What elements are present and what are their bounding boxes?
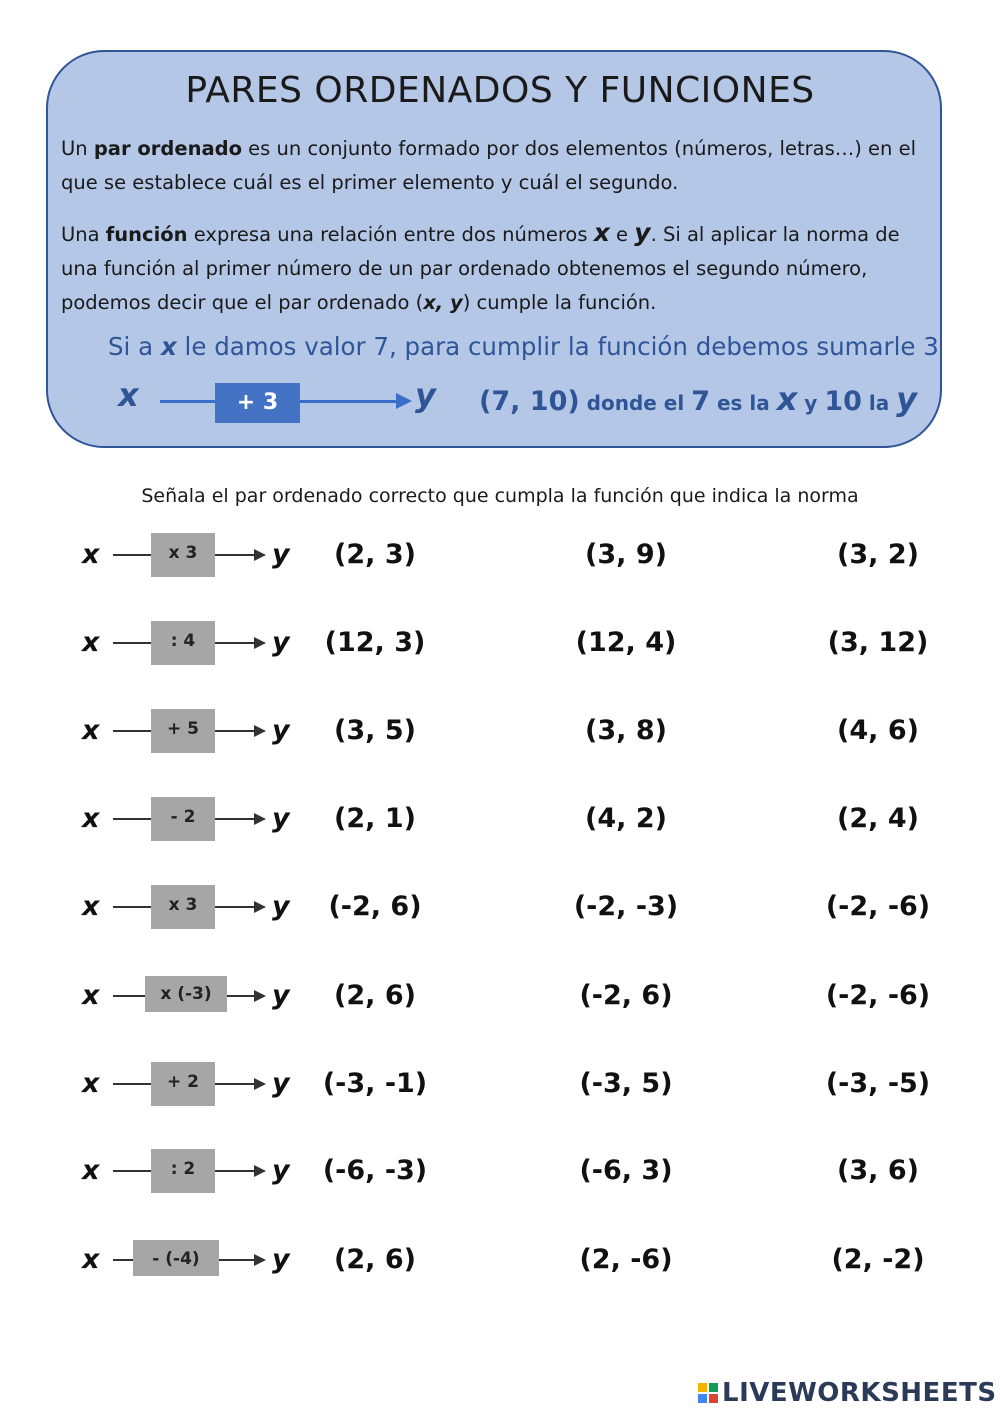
option-pair[interactable]: (-3, -5)	[825, 1068, 931, 1099]
option-pair[interactable]: (4, 6)	[837, 715, 919, 746]
output-y: y	[272, 1244, 290, 1275]
text-fragment: Si a	[108, 332, 161, 361]
brand-logo	[698, 1376, 997, 1410]
option-pair[interactable]: (2, 4)	[837, 803, 919, 834]
option-pair[interactable]: (-3, -1)	[322, 1068, 428, 1099]
input-x: x	[82, 715, 100, 746]
arrow-head-icon	[254, 549, 266, 561]
rule-box: x 3	[151, 533, 215, 577]
option-pair[interactable]: (3, 5)	[334, 715, 416, 746]
input-x: x	[82, 891, 100, 922]
option-pair[interactable]: (4, 2)	[585, 803, 667, 834]
input-x: x	[82, 980, 100, 1011]
option-pair[interactable]: (3, 2)	[837, 539, 919, 570]
rule-box: x 3	[151, 885, 215, 929]
var-x: x	[160, 332, 177, 361]
exercise-row	[0, 1242, 1000, 1302]
rule-box: : 2	[151, 1149, 215, 1193]
text-fragment: donde el	[579, 391, 692, 415]
rule-box: + 2	[151, 1062, 215, 1106]
example-pair	[479, 380, 917, 418]
option-pair[interactable]: (-2, -6)	[825, 980, 931, 1011]
var-x: x	[776, 380, 798, 418]
logo-square	[698, 1383, 707, 1392]
text-fragment: es la	[709, 391, 777, 415]
output-y: y	[272, 803, 290, 834]
exercise-row	[0, 1153, 1000, 1213]
exercise-row	[0, 801, 1000, 861]
var-x: x	[593, 218, 610, 247]
output-y: y	[272, 1155, 290, 1186]
text-fragment: es un conjunto formado por dos elementos (números, letras…) en el que se establece cuál es el primer elemento y cuál el segundo.	[61, 137, 917, 194]
input-x: x	[82, 1155, 100, 1186]
rule-box: - 2	[151, 797, 215, 841]
exercise-row	[0, 1066, 1000, 1126]
pair-value: (7, 10)	[479, 386, 580, 417]
arrow-head-icon	[254, 813, 266, 825]
var-y: y	[896, 380, 918, 418]
rule-box: - (-4)	[133, 1240, 219, 1276]
option-pair[interactable]: (12, 4)	[575, 627, 677, 658]
rule-box: + 3	[215, 383, 300, 423]
output-y: y	[272, 627, 290, 658]
exercise-row	[0, 625, 1000, 685]
rule-box: + 5	[151, 709, 215, 753]
number-10: 10	[824, 386, 862, 417]
arrow-head-icon	[254, 725, 266, 737]
term-ordered-pair: par ordenado	[93, 137, 242, 160]
option-pair[interactable]: (-2, -6)	[825, 891, 931, 922]
logo-square	[698, 1394, 707, 1403]
option-pair[interactable]: (-6, -3)	[322, 1155, 428, 1186]
output-y: y	[272, 891, 290, 922]
arrow-head-icon	[254, 990, 266, 1002]
option-pair[interactable]: (2, -2)	[831, 1244, 925, 1275]
input-x: x	[82, 1068, 100, 1099]
exercise-row	[0, 978, 1000, 1038]
rule-box: : 4	[151, 621, 215, 665]
text-fragment: le damos valor 7, para cumplir la función debemos sumarle 3	[176, 332, 939, 361]
option-pair[interactable]: (3, 9)	[585, 539, 667, 570]
option-pair[interactable]: (2, 1)	[334, 803, 416, 834]
definition-function	[61, 216, 921, 320]
var-y: y	[634, 218, 651, 247]
option-pair[interactable]: (-3, 5)	[579, 1068, 673, 1099]
example-sentence	[108, 332, 939, 361]
input-x: x	[82, 803, 100, 834]
pair-xy: x, y	[423, 291, 463, 314]
term-function: función	[105, 223, 188, 246]
arrow-head-icon	[254, 901, 266, 913]
text-fragment: expresa una relación entre dos números	[187, 223, 594, 246]
option-pair[interactable]: (3, 8)	[585, 715, 667, 746]
output-y: y	[415, 376, 436, 414]
definition-ordered-pair	[61, 132, 921, 200]
example-function-diagram	[118, 376, 918, 426]
text-fragment: Un	[61, 137, 94, 160]
input-x: x	[82, 627, 100, 658]
option-pair[interactable]: (2, 3)	[334, 539, 416, 570]
number-7: 7	[691, 386, 710, 417]
text-fragment: e	[609, 223, 635, 246]
input-x: x	[82, 539, 100, 570]
option-pair[interactable]: (-2, -3)	[573, 891, 679, 922]
output-y: y	[272, 539, 290, 570]
text-fragment: la	[861, 391, 897, 415]
option-pair[interactable]: (2, 6)	[334, 980, 416, 1011]
instruction: Señala el par ordenado correcto que cumpla la función que indica la norma	[141, 485, 859, 507]
output-y: y	[272, 715, 290, 746]
text-fragment: Una	[61, 223, 106, 246]
output-y: y	[272, 980, 290, 1011]
exercise-row	[0, 713, 1000, 773]
option-pair[interactable]: (-2, 6)	[328, 891, 422, 922]
input-x: x	[82, 1244, 100, 1275]
option-pair[interactable]: (-6, 3)	[579, 1155, 673, 1186]
exercise-row	[0, 537, 1000, 597]
arrow-head-icon	[254, 1078, 266, 1090]
option-pair[interactable]: (2, -6)	[579, 1244, 673, 1275]
text-fragment: ) cumple la función.	[462, 291, 657, 314]
arrow-head-icon	[254, 1254, 266, 1266]
exercise-row	[0, 889, 1000, 949]
text-fragment: y	[797, 391, 825, 415]
input-x: x	[118, 376, 139, 414]
arrow-head-icon	[254, 1165, 266, 1177]
text-fragment: . Si al aplicar la norma de una función al primer número de un par ordenado obtenemos el segundo número, podemos decir que el par ordenado (	[61, 223, 900, 314]
option-pair[interactable]: (12, 3)	[324, 627, 426, 658]
brand-logo-icon	[698, 1383, 718, 1403]
option-pair[interactable]: (3, 12)	[827, 627, 929, 658]
brand-name: LIVEWORKSHEETS	[722, 1378, 997, 1408]
arrow-head-icon	[254, 637, 266, 649]
logo-square	[709, 1394, 718, 1403]
option-pair[interactable]: (-2, 6)	[579, 980, 673, 1011]
option-pair[interactable]: (2, 6)	[334, 1244, 416, 1275]
option-pair[interactable]: (3, 6)	[837, 1155, 919, 1186]
logo-square	[709, 1383, 718, 1392]
arrow-head-icon	[396, 393, 412, 409]
page-title: PARES ORDENADOS Y FUNCIONES	[185, 70, 815, 111]
output-y: y	[272, 1068, 290, 1099]
rule-box: x (-3)	[145, 976, 227, 1012]
